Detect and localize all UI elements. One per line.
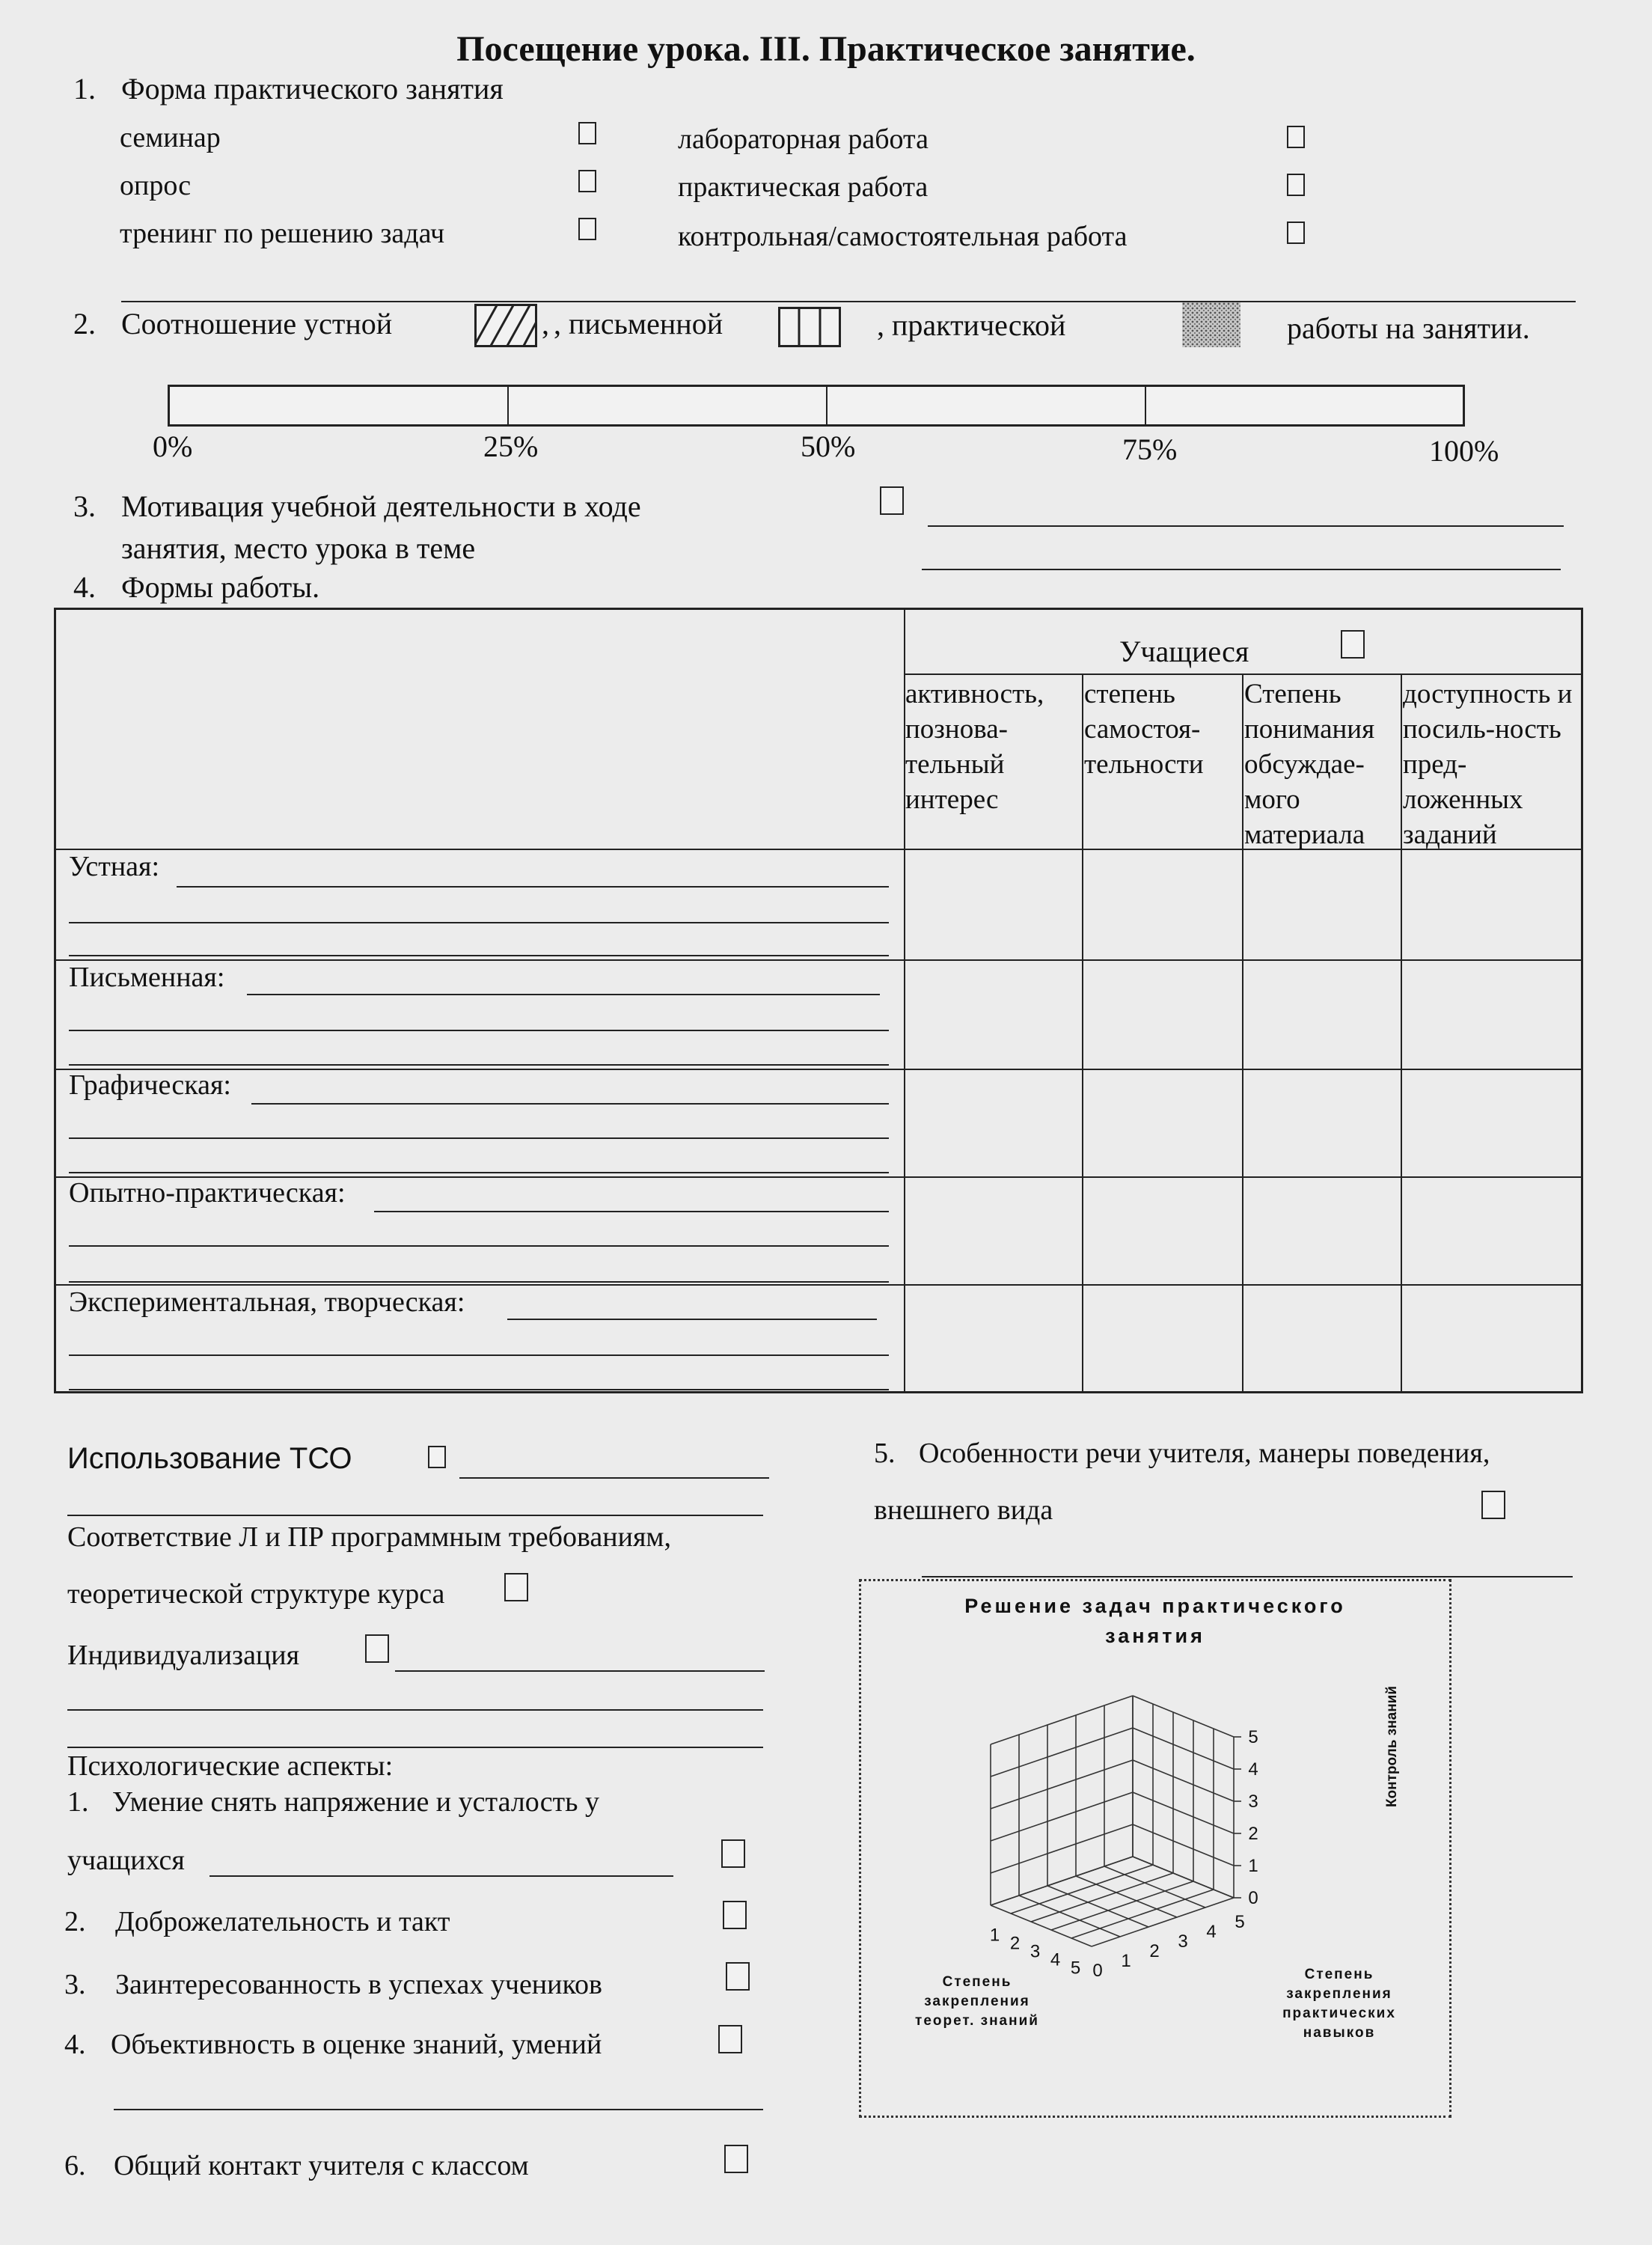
wall-a-horiz-1	[991, 1824, 1133, 1873]
page-title: Посещение урока. III. Практическое занятие.	[456, 29, 1196, 69]
q2-comma: ,	[542, 307, 549, 340]
individualization-line-2[interactable]	[67, 1709, 763, 1711]
students-header: Учащиеся	[1119, 635, 1249, 668]
ratio-scale-bar[interactable]	[168, 385, 1465, 427]
q4-number: 4.	[73, 570, 96, 604]
q2-label: Соотношение устной	[121, 307, 393, 340]
psych-item-2-checkbox[interactable]	[723, 1901, 747, 1929]
col-header-understanding: Степень понимания обсуждае-мого материала	[1244, 679, 1375, 850]
x-tick-label-4: 5	[1070, 1958, 1081, 1979]
floor-grid-y-2	[1047, 1886, 1148, 1927]
wall-a-horiz-2	[991, 1792, 1133, 1841]
tso-line-1[interactable]	[459, 1477, 769, 1479]
psych-item-4-number: 4.	[64, 2029, 86, 2060]
q5-line2: внешнего вида	[874, 1494, 1053, 1526]
floor-grid-x-1	[1011, 1865, 1153, 1913]
q2-practical-label: , практической	[877, 308, 1066, 342]
compliance-line1: Соответствие Л и ПР программным требованиям,	[67, 1521, 671, 1553]
z-tick-label-5: 5	[1248, 1727, 1258, 1747]
y-tick-label-2: 3	[1178, 1931, 1188, 1952]
q2-tail: работы на занятии.	[1287, 311, 1530, 345]
option-test-label: контрольная/самостоятельная работа	[678, 221, 1128, 252]
floor-grid-x-4	[1071, 1890, 1214, 1938]
wall-b-horiz-4	[1133, 1728, 1234, 1769]
q5-number: 5.	[874, 1438, 896, 1469]
option-seminar-label: семинар	[120, 122, 221, 153]
row-exp-practical-line-2[interactable]	[69, 1245, 889, 1247]
q1-divider-line	[121, 301, 1576, 302]
row-exp-practical-line-3[interactable]	[69, 1281, 889, 1283]
y-tick-label-5: 0	[1092, 1961, 1103, 1981]
chart-title-line1: Решение задач практического	[964, 1595, 1346, 1617]
option-practical-checkbox[interactable]	[1287, 174, 1305, 196]
option-test-checkbox[interactable]	[1287, 222, 1305, 244]
scale-label-0: 0%	[153, 430, 193, 463]
y-tick-label-1: 4	[1206, 1922, 1217, 1942]
compliance-checkbox[interactable]	[504, 1573, 528, 1601]
x-tick-label-0: 1	[989, 1925, 1000, 1946]
row-written-line-1[interactable]	[247, 994, 880, 995]
y-tick-label-4: 1	[1121, 1951, 1131, 1971]
col-header-accessibility: доступность и посиль-ность пред-ложенных заданий	[1403, 679, 1573, 850]
q6-number: 6.	[64, 2150, 86, 2181]
z-tick-label-1: 1	[1248, 1856, 1258, 1876]
psych-item-4-text: Объективность в оценке знаний, умений	[111, 2029, 602, 2060]
wall-b-horiz-3	[1133, 1760, 1234, 1801]
chart-y-axis-label-2: закрепления	[1286, 1986, 1392, 2002]
psych-item-3-text: Заинтересованность в успехах учеников	[115, 1969, 602, 2000]
row-graphic-line-1[interactable]	[251, 1103, 889, 1105]
floor-grid-y-3	[1076, 1876, 1177, 1917]
q3-answer-line-2[interactable]	[922, 569, 1561, 570]
chart-x-axis-label-2: закрепления	[924, 1994, 1030, 2009]
tso-checkbox[interactable]	[428, 1446, 446, 1468]
students-checkbox[interactable]	[1341, 630, 1365, 659]
psych-item-1-number: 1.	[67, 1786, 89, 1818]
psych-item-3-checkbox[interactable]	[726, 1962, 750, 1991]
x-tick-label-1: 2	[1009, 1933, 1021, 1954]
wall-a-horiz-0	[991, 1857, 1133, 1905]
wall-b-horiz-0	[1133, 1857, 1234, 1898]
individualization-line-1[interactable]	[395, 1670, 765, 1672]
y-tick-label-3: 2	[1149, 1941, 1160, 1961]
row-label-graphic: Графическая:	[69, 1069, 231, 1101]
floor-grid-y-4	[1104, 1866, 1205, 1908]
row-oral-line-2[interactable]	[69, 922, 889, 923]
chart-y-axis-label-4: навыков	[1303, 2025, 1376, 2041]
individualization-line-3[interactable]	[67, 1747, 763, 1748]
scale-label-50: 50%	[801, 430, 856, 463]
psych-item-2-text: Доброжелательность и такт	[115, 1906, 450, 1937]
z-tick-label-2: 2	[1248, 1824, 1258, 1844]
table-row-line-2	[54, 1069, 1583, 1070]
q3-number: 3.	[73, 489, 96, 523]
q2-number: 2.	[73, 307, 96, 340]
q2-written-label: , письменной	[554, 307, 723, 340]
scale-label-75: 75%	[1122, 433, 1178, 466]
wall-b-horiz-1	[1133, 1824, 1234, 1866]
q1-label: Форма практического занятия	[121, 72, 504, 106]
psych-aspects-heading: Психологические аспекты:	[67, 1750, 394, 1782]
wall-b-horiz-5	[1133, 1696, 1234, 1737]
q5-answer-line[interactable]	[922, 1576, 1573, 1577]
y-tick-label-0: 5	[1235, 1912, 1245, 1932]
psych-item-3-number: 3.	[64, 1969, 86, 2000]
wall-a-horiz-5	[991, 1696, 1133, 1744]
psych-item-1-text-cont: учащихся	[67, 1845, 185, 1876]
row-written-line-2[interactable]	[69, 1030, 889, 1031]
floor-grid-y-0	[991, 1905, 1092, 1946]
q3-line2: занятия, место урока в теме	[121, 531, 476, 565]
q1-number: 1.	[73, 72, 96, 106]
option-seminar-checkbox[interactable]	[578, 122, 596, 144]
psych-item-4-line[interactable]	[114, 2109, 763, 2110]
q6-text: Общий контакт учителя с классом	[114, 2150, 529, 2181]
scale-tick-50	[826, 385, 827, 427]
q5-checkbox[interactable]	[1481, 1491, 1505, 1519]
z-tick-label-3: 3	[1248, 1792, 1258, 1812]
chart-title-line2: занятия	[1105, 1625, 1205, 1647]
q3-checkbox[interactable]	[880, 486, 904, 515]
chart-x-axis-label-1: Степень	[942, 1974, 1012, 1990]
floor-grid-x-3	[1051, 1881, 1193, 1930]
row-exp-practical-line-1[interactable]	[374, 1211, 889, 1212]
option-training-checkbox[interactable]	[578, 218, 596, 240]
scale-tick-25	[507, 385, 509, 427]
floor-grid-x-2	[1031, 1873, 1173, 1922]
option-survey-checkbox[interactable]	[578, 170, 596, 192]
row-oral-line-1[interactable]	[177, 886, 889, 888]
chart-y-axis-label-3: практических	[1282, 2006, 1396, 2021]
q4-label: Формы работы.	[121, 570, 320, 604]
written-lines-swatch	[778, 307, 841, 347]
row-label-experimental-practical: Опытно-практическая:	[69, 1177, 346, 1209]
tso-line-2[interactable]	[67, 1515, 763, 1516]
practical-dots-swatch	[1182, 302, 1240, 347]
row-oral-line-3[interactable]	[69, 955, 889, 956]
q3-answer-line-1[interactable]	[928, 525, 1564, 527]
option-lab-checkbox[interactable]	[1287, 126, 1305, 148]
option-lab-label: лабораторная работа	[678, 123, 929, 155]
floor-grid-y-1	[1019, 1896, 1120, 1937]
row-label-written: Письменная:	[69, 962, 225, 993]
z-tick-label-4: 4	[1248, 1759, 1258, 1780]
row-creative-line-2[interactable]	[69, 1354, 889, 1356]
individualization-checkbox[interactable]	[365, 1634, 389, 1663]
psych-item-2-number: 2.	[64, 1906, 86, 1937]
scale-label-100: 100%	[1429, 434, 1499, 468]
row-written-line-3[interactable]	[69, 1064, 889, 1066]
x-tick-label-3: 4	[1050, 1949, 1061, 1970]
row-graphic-line-3[interactable]	[69, 1172, 889, 1173]
row-creative-line-3[interactable]	[69, 1389, 889, 1390]
table-row-line-1	[54, 959, 1583, 961]
chart-z-axis-label: Контроль знаний	[1384, 1685, 1400, 1808]
tso-label: Использование ТСО	[67, 1442, 352, 1475]
wall-a-horiz-4	[991, 1728, 1133, 1777]
row-label-creative: Экспериментальная, творческая:	[69, 1286, 465, 1318]
q5-line1: Особенности речи учителя, манеры поведения,	[919, 1438, 1490, 1469]
psych-item-1-line[interactable]	[209, 1875, 673, 1877]
scale-label-25: 25%	[483, 430, 539, 463]
chart-x-axis-label-3: теорет. знаний	[915, 2013, 1039, 2029]
row-label-oral: Устная:	[69, 851, 160, 882]
option-survey-label: опрос	[120, 170, 192, 201]
z-tick-label-0: 0	[1248, 1888, 1258, 1908]
q6-checkbox[interactable]	[724, 2145, 748, 2173]
individualization-label: Индивидуализация	[67, 1640, 300, 1671]
psych-item-1-text: Умение снять напряжение и усталость у	[112, 1786, 599, 1818]
psych-item-1-checkbox[interactable]	[721, 1839, 745, 1868]
wall-a-horiz-3	[991, 1760, 1133, 1809]
row-graphic-line-2[interactable]	[69, 1137, 889, 1139]
x-tick-label-2: 3	[1030, 1941, 1041, 1962]
chart-y-axis-label-1: Степень	[1304, 1967, 1374, 1982]
col-header-independence: степень самостоя-тельности	[1084, 679, 1204, 780]
oral-hatch-swatch	[474, 304, 537, 347]
psych-item-4-checkbox[interactable]	[718, 2025, 742, 2053]
wall-b-horiz-2	[1133, 1792, 1234, 1833]
q3-line1: Мотивация учебной деятельности в ходе	[121, 489, 641, 523]
compliance-line2: теоретической структуре курса	[67, 1578, 445, 1610]
option-training-label: тренинг по решению задач	[120, 218, 445, 249]
col-header-activity: активность, познова-тельный интерес	[905, 679, 1044, 815]
row-creative-line-1[interactable]	[507, 1319, 877, 1320]
table-students-line	[904, 674, 1583, 675]
scale-tick-75	[1145, 385, 1146, 427]
option-practical-label: практическая работа	[678, 171, 929, 203]
